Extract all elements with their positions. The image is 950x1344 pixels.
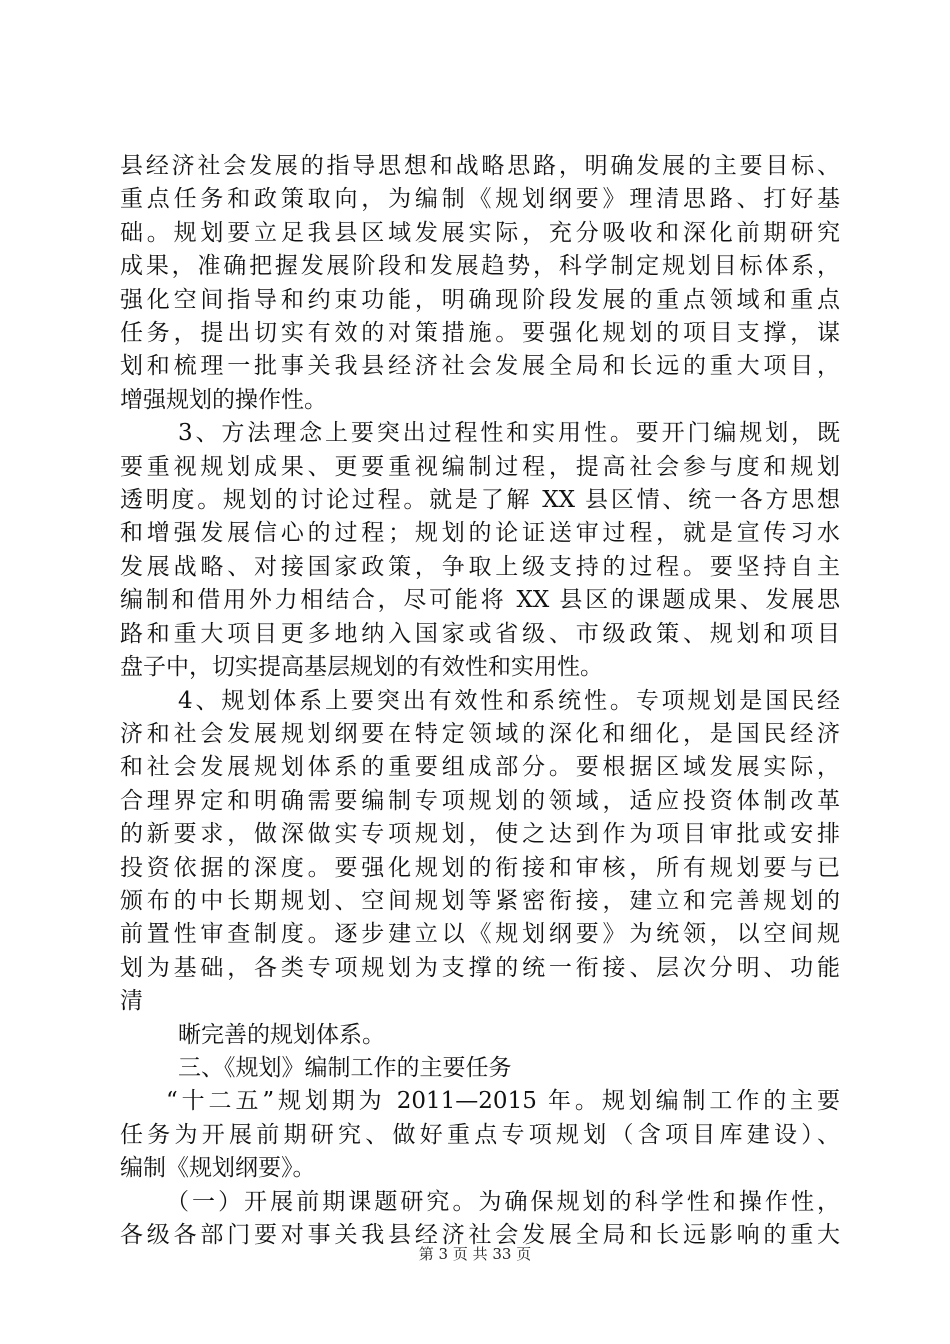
text-line: 编制和借用外力相结合，尽可能将 XX 县区的课题成果、发展思: [120, 587, 840, 614]
text-line: 划和梳理一批事关我县经济社会发展全局和长远的重大项目，: [120, 353, 840, 380]
text-line: 晰完善的规划体系。: [178, 1021, 385, 1048]
text-line: （一）开展前期课题研究。为确保规划的科学性和操作性，: [166, 1188, 840, 1215]
page-footer: 第 3 页 共 33 页: [418, 1245, 532, 1263]
text-line: 增强规划的操作性。: [120, 386, 327, 413]
text-line: 透明度。规划的讨论过程。就是了解 XX 县区情、统一各方思想: [120, 487, 840, 514]
text-line: 强化空间指导和约束功能，明确现阶段发展的重点领域和重点: [120, 286, 840, 313]
text-line: 4、规划体系上要突出有效性和系统性。专项规划是国民经: [178, 687, 840, 714]
text-line: 投资依据的深度。要强化规划的衔接和审核，所有规划要与已: [120, 854, 840, 881]
text-line: 任务为开展前期研究、做好重点专项规划（含项目库建设）、: [120, 1121, 840, 1148]
text-line: 重点任务和政策取向，为编制《规划纲要》理清思路、打好基: [120, 186, 840, 213]
text-line: 颁布的中长期规划、空间规划等紧密衔接，建立和完善规划的: [120, 887, 840, 914]
text-line: 和增强发展信心的过程；规划的论证送审过程，就是宣传习水: [120, 520, 840, 547]
text-line: 的新要求，做深做实专项规划，使之达到作为项目审批或安排: [120, 821, 840, 848]
text-line: 任务，提出切实有效的对策措施。要强化规划的项目支撑，谋: [120, 320, 840, 347]
text-line: 和社会发展规划体系的重要组成部分。要根据区域发展实际，: [120, 754, 840, 781]
text-line: 础。规划要立足我县区域发展实际，充分吸收和深化前期研究: [120, 219, 840, 246]
text-line: 发展战略、对接国家政策，争取上级支持的过程。要坚持自主: [120, 553, 840, 580]
text-line: 县经济社会发展的指导思想和战略思路，明确发展的主要目标、: [120, 153, 840, 179]
text-line: 济和社会发展规划纲要在特定领域的深化和细化，是国民经济: [120, 720, 840, 747]
text-line: 3、方法理念上要突出过程性和实用性。要开门编规划，既: [178, 420, 840, 447]
text-line: 编制《规划纲要》。: [120, 1155, 316, 1182]
text-line: 划为基础，各类专项规划为支撑的统一衔接、层次分明、功能: [120, 954, 840, 981]
text-line: 各级各部门要对事关我县经济社会发展全局和长远影响的重大: [120, 1222, 840, 1248]
text-line: 盘子中，切实提高基层规划的有效性和实用性。: [120, 654, 603, 681]
text-line: 前置性审查制度。逐步建立以《规划纲要》为统领，以空间规: [120, 921, 840, 948]
text-line: 成果，准确把握发展阶段和发展趋势，科学制定规划目标体系，: [120, 253, 840, 280]
text-line: 路和重大项目更多地纳入国家或省级、市级政策、规划和项目: [120, 620, 840, 647]
text-line: 要重视规划成果、更要重视编制过程，提高社会参与度和规划: [120, 453, 840, 480]
text-line: 三、《规划》编制工作的主要任务: [178, 1054, 512, 1081]
text-line: 合理界定和明确需要编制专项规划的领域，适应投资体制改革: [120, 787, 840, 814]
body-text: [120, 150, 840, 1252]
text-line: “十二五”规划期为 2011—2015 年。规划编制工作的主要: [166, 1088, 840, 1115]
text-line: 清: [120, 988, 143, 1015]
